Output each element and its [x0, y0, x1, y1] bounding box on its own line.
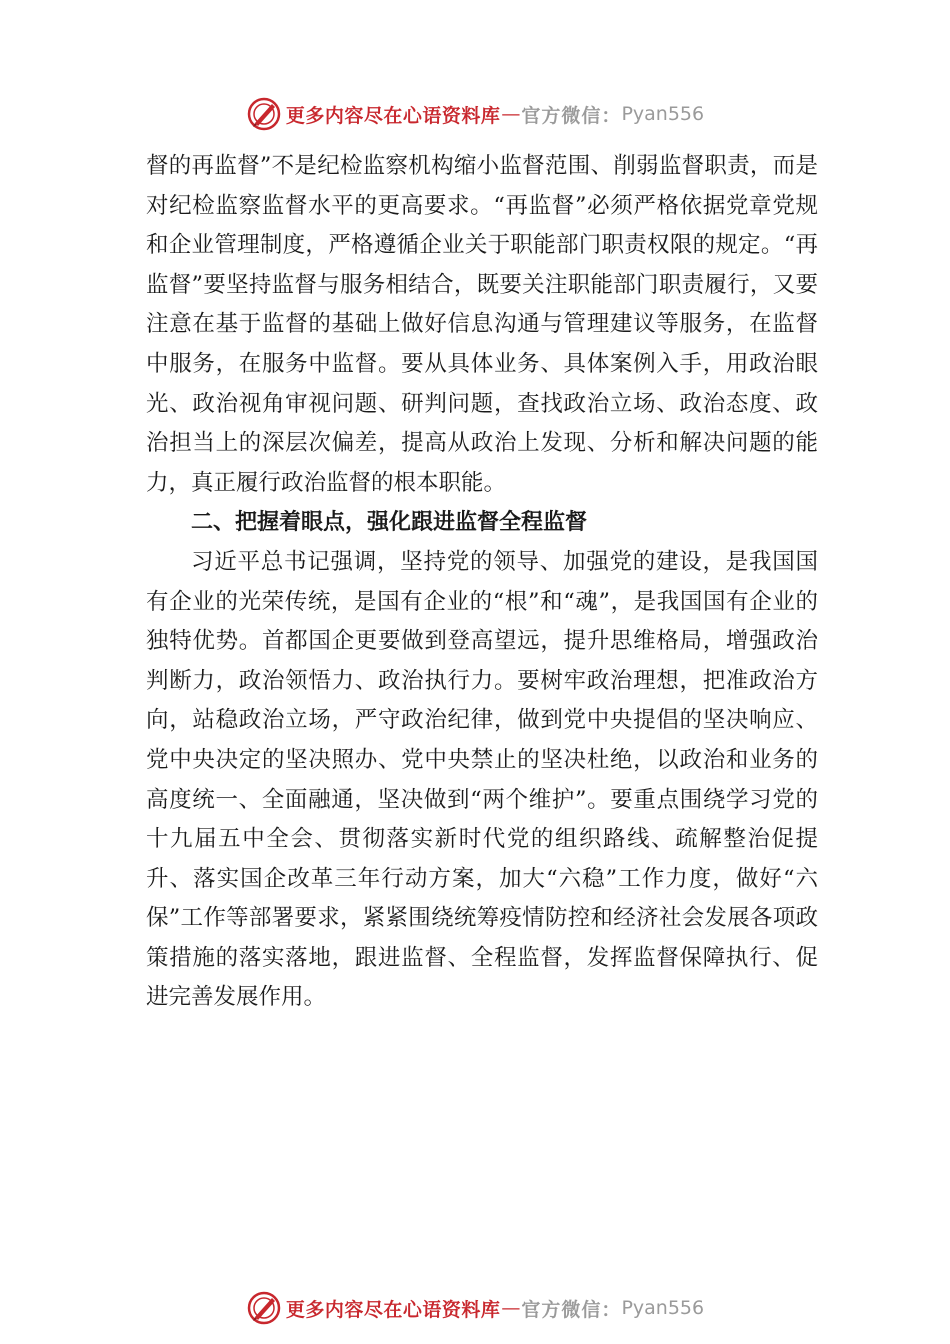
- header-banner: [0, 92, 950, 136]
- header-wechat-id: Pyan556: [621, 103, 705, 125]
- header-wechat-label: 官方微信：: [521, 104, 622, 127]
- header-dash: —: [501, 103, 521, 125]
- pen-seal-icon: [246, 1290, 282, 1326]
- header-brand: 更多内容尽在心语资料库: [285, 104, 501, 127]
- footer-wechat-id: Pyan556: [621, 1297, 705, 1319]
- footer-brand: 更多内容尽在心语资料库: [285, 1298, 501, 1321]
- section-heading-2: 二、把握着眼点，强化跟进监督全程监督: [191, 510, 588, 536]
- document-body: [146, 147, 818, 1018]
- footer-wechat-label: 官方微信：: [521, 1298, 622, 1321]
- body-paragraph-2: 习近平总书记强调，坚持党的领导、加强党的建设，是我国国有企业的光荣传统，是国有企业的“根”和“魂”，是我国国有企业的独特优势。首都国企更要做到登高望远，提升思维格局，增强政治判断力，政治领悟力、政治执行力。要树牢政治理想，把准政治方向，站稳政治立场，严守政治纪律，做到党中央提倡的坚决响应、党中央决定的坚决照办、党中央禁止的坚决杜绝，以政治和业务的高度统一、全面融通，坚决做到“两个维护”。要重点围绕学习党的十九届五中全会、贯彻落实新时代党的组织路线、疏解整治促提升、落实国企改革三年行动方案，加大“六稳”工作力度，做好“六保”工作等部署要求，紧紧围绕统筹疫情防控和经济社会发展各项政策措施的落实落地，跟进监督、全程监督，发挥监督保障执行、促进完善发展作用。: [146, 548, 818, 1011]
- footer-dash: —: [501, 1297, 521, 1319]
- pen-seal-icon: [246, 96, 282, 132]
- footer-banner: [0, 1286, 950, 1330]
- body-paragraph-1: 督的再监督”不是纪检监察机构缩小监督范围、削弱监督职责，而是对纪检监察监督水平的更高要求。“再监督”必须严格依据党章党规和企业管理制度，严格遵循企业关于职能部门职责权限的规定。“再监督”要坚持监督与服务相结合，既要关注职能部门职责履行，又要注意在基于监督的基础上做好信息沟通与管理建议等服务，在监督中服务，在服务中监督。要从具体业务、具体案例入手，用政治眼光、政治视角审视问题、研判问题，查找政治立场、政治态度、政治担当上的深层次偏差，提高从政治上发现、分析和解决问题的能力，真正履行政治监督的根本职能。: [146, 153, 818, 496]
